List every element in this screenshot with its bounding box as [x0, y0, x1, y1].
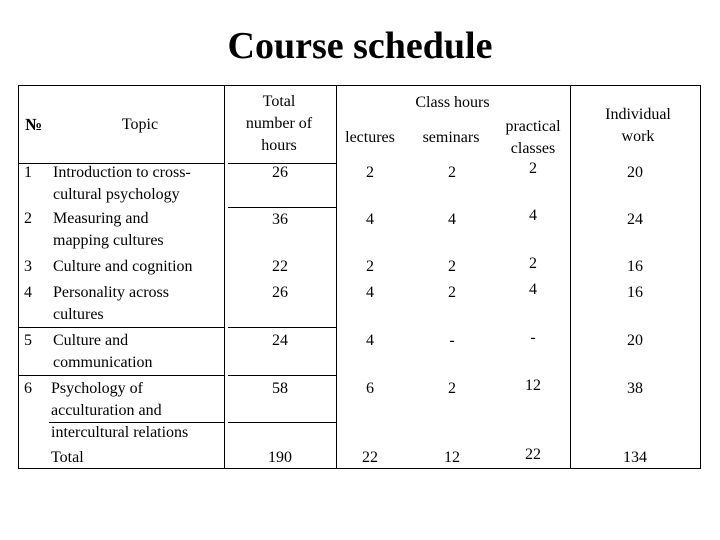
header-individual-line-2: work	[621, 128, 655, 145]
row-4-number: 4	[24, 284, 32, 301]
row-3-seminars: 2	[448, 258, 456, 275]
row-1-number: 1	[24, 164, 32, 181]
row-4-individual: 16	[627, 284, 643, 301]
row-5-number: 5	[24, 332, 32, 349]
total-row-label: Total	[51, 449, 84, 466]
row-3-individual: 16	[627, 258, 643, 275]
row-1-seminars: 2	[448, 164, 456, 181]
header-total-line-1: Total	[262, 93, 296, 110]
row-4-practical: 4	[529, 281, 537, 298]
row-1-total: 26	[272, 164, 288, 181]
row-3-practical: 2	[529, 255, 537, 272]
header-total-line-2: number of	[245, 115, 313, 132]
header-seminars: seminars	[422, 129, 480, 146]
row-4-seminars: 2	[448, 284, 456, 301]
total-row-seminars: 12	[444, 449, 460, 466]
total-row-total: 190	[268, 449, 292, 466]
divider	[19, 375, 224, 376]
row-6-topic-line-2: acculturation and	[51, 402, 162, 419]
row-6-seminars: 2	[448, 380, 456, 397]
divider	[224, 86, 225, 469]
row-4-topic-line-1: Personality across	[53, 284, 169, 301]
row-5-total: 24	[272, 332, 288, 349]
row-5-topic-line-1: Culture and	[53, 332, 129, 349]
row-3-number: 3	[24, 258, 32, 275]
header-practical-line-1: practical	[505, 118, 561, 135]
row-5-seminars: -	[449, 332, 455, 349]
header-number: №	[25, 115, 43, 134]
row-2-number: 2	[24, 210, 32, 227]
row-2-topic-line-1: Measuring and	[53, 210, 149, 227]
row-6-individual: 38	[627, 380, 643, 397]
row-2-practical: 4	[529, 207, 537, 224]
row-1-topic-line-2: cultural psychology	[53, 186, 180, 203]
row-5-practical: -	[530, 329, 536, 346]
row-3-topic-line-1: Culture and cognition	[53, 258, 193, 275]
row-6-lectures: 6	[366, 380, 374, 397]
row-1-lectures: 2	[366, 164, 374, 181]
header-topic: Topic	[121, 116, 159, 133]
divider	[228, 422, 336, 423]
row-1-topic-line-1: Introduction to cross-	[53, 164, 191, 181]
row-2-individual: 24	[627, 211, 643, 228]
divider	[228, 375, 336, 376]
row-6-total: 58	[272, 380, 288, 397]
row-4-lectures: 4	[366, 284, 374, 301]
total-row-individual: 134	[623, 449, 647, 466]
header-individual-line-1: Individual	[605, 106, 671, 123]
row-4-topic-line-2: cultures	[53, 306, 104, 323]
row-2-lectures: 4	[366, 211, 374, 228]
row-1-individual: 20	[627, 164, 643, 181]
row-6-practical: 12	[525, 377, 541, 394]
header-total-line-3: hours	[261, 137, 297, 154]
row-6-topic-line-3: intercultural relations	[51, 424, 189, 441]
row-2-total: 36	[272, 211, 288, 228]
header-class-hours: Class hours	[415, 94, 490, 111]
row-5-individual: 20	[627, 332, 643, 349]
header-lectures: lectures	[345, 129, 395, 146]
page-title: Course schedule	[227, 25, 493, 67]
row-1-practical: 2	[529, 160, 537, 177]
divider	[228, 207, 336, 208]
row-4-total: 26	[272, 284, 288, 301]
row-6-number: 6	[24, 380, 32, 397]
row-5-lectures: 4	[366, 332, 374, 349]
row-2-topic-line-2: mapping cultures	[53, 232, 164, 249]
row-5-topic-line-2: communication	[53, 354, 153, 371]
divider	[19, 327, 224, 328]
total-row-practical: 22	[525, 446, 541, 463]
divider	[228, 327, 336, 328]
row-2-seminars: 4	[448, 211, 456, 228]
row-3-total: 22	[272, 258, 288, 275]
row-6-topic-line-1: Psychology of	[51, 380, 143, 397]
total-row-lectures: 22	[362, 449, 378, 466]
header-practical-line-2: classes	[510, 140, 556, 157]
row-3-lectures: 2	[366, 258, 374, 275]
